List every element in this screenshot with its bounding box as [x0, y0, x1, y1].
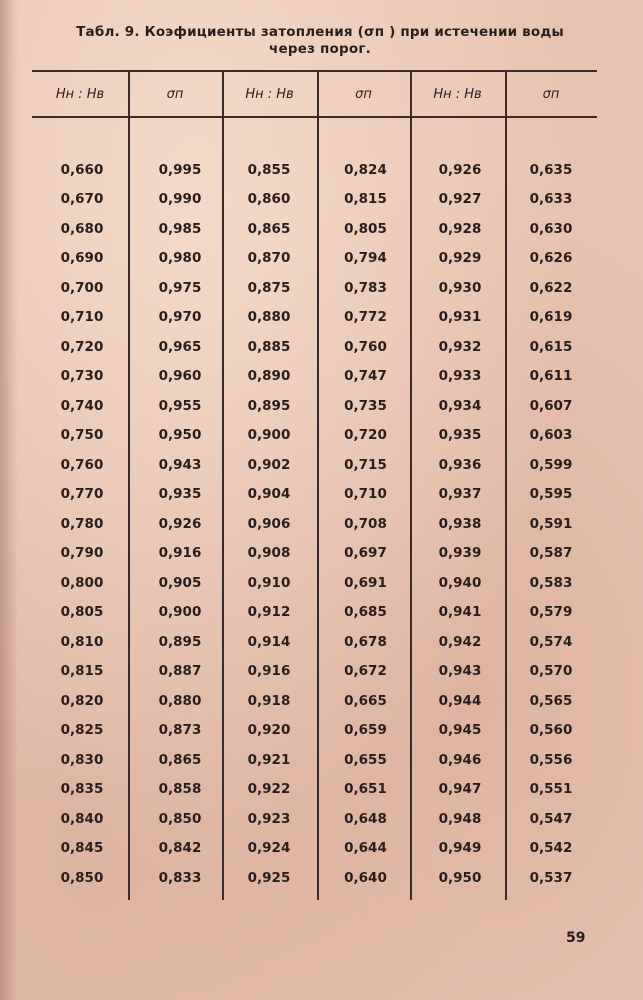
table-cell: 0,780 [60, 515, 104, 532]
table-cell: 0,833 [158, 869, 202, 886]
table-cell: 0,690 [60, 250, 104, 267]
table-cell: 0,680 [60, 220, 104, 237]
table-cell: 0,942 [438, 633, 482, 650]
table-cell: 0,950 [438, 869, 482, 886]
table-cell: 0,670 [60, 191, 104, 208]
table-cell: 0,941 [438, 604, 482, 621]
table-cell: 0,965 [158, 338, 202, 355]
table-cell: 0,933 [438, 368, 482, 385]
table-cell: 0,926 [438, 161, 482, 178]
table-cell: 0,960 [158, 368, 202, 385]
table-cell: 0,912 [247, 604, 291, 621]
table-cell: 0,770 [60, 486, 104, 503]
table-cell: 0,902 [247, 456, 291, 473]
table-cell: 0,905 [158, 574, 202, 591]
column-sigma-1 [128, 155, 232, 893]
table-cell: 0,750 [60, 427, 104, 444]
table-cell: 0,815 [60, 663, 104, 680]
table-cell: 0,595 [529, 486, 573, 503]
table-cell: 0,735 [344, 397, 387, 414]
table-cell: 0,560 [529, 722, 573, 739]
table-cell: 0,805 [60, 604, 104, 621]
table-cell: 0,924 [247, 840, 291, 857]
table-cell: 0,579 [529, 604, 573, 621]
table-cell: 0,945 [438, 722, 482, 739]
caption-line-2: через порог. [269, 41, 371, 57]
table-cell: 0,937 [438, 486, 482, 503]
table-cell: 0,665 [344, 692, 387, 709]
table-cell: 0,794 [344, 250, 387, 267]
header-bottom-rule [32, 116, 597, 118]
table-cell: 0,607 [529, 397, 573, 414]
table-cell: 0,835 [60, 781, 104, 798]
table-cell: 0,672 [344, 663, 387, 680]
table-cell: 0,648 [344, 810, 387, 827]
table-cell: 0,928 [438, 220, 482, 237]
table-cell: 0,906 [247, 515, 291, 532]
table-cell: 0,880 [158, 692, 202, 709]
table-cell: 0,640 [344, 869, 387, 886]
table-cell: 0,570 [529, 663, 573, 680]
column-ratio-2 [222, 155, 316, 893]
table-cell: 0,537 [529, 869, 573, 886]
table-cell: 0,918 [247, 692, 291, 709]
table-cell: 0,932 [438, 338, 482, 355]
table-cell: 0,980 [158, 250, 202, 267]
table-cell: 0,547 [529, 810, 573, 827]
table-cell: 0,935 [438, 427, 482, 444]
table-cell: 0,850 [60, 869, 104, 886]
table-cell: 0,929 [438, 250, 482, 267]
table-cell: 0,938 [438, 515, 482, 532]
header-ratio-1: Hн : Hв [55, 86, 105, 102]
table-cell: 0,936 [438, 456, 482, 473]
table-cell: 0,947 [438, 781, 482, 798]
table-cell: 0,805 [344, 220, 387, 237]
table-cell: 0,910 [247, 574, 291, 591]
table-cell: 0,691 [344, 574, 387, 591]
table-cell: 0,772 [344, 309, 387, 326]
table-cell: 0,644 [344, 840, 387, 857]
table-cell: 0,845 [60, 840, 104, 857]
table-cell: 0,943 [438, 663, 482, 680]
table-cell: 0,890 [247, 368, 291, 385]
page-number: 59 [566, 930, 586, 946]
table-cell: 0,916 [158, 545, 202, 562]
table-cell: 0,873 [158, 722, 202, 739]
table-cell: 0,825 [60, 722, 104, 739]
table-cell: 0,916 [247, 663, 291, 680]
table-cell: 0,985 [158, 220, 202, 237]
table-cell: 0,850 [158, 810, 202, 827]
table-cell: 0,599 [529, 456, 573, 473]
table-cell: 0,603 [529, 427, 573, 444]
table-cell: 0,990 [158, 191, 202, 208]
table-cell: 0,921 [247, 751, 291, 768]
table-cell: 0,887 [158, 663, 202, 680]
table-cell: 0,542 [529, 840, 573, 857]
table-cell: 0,940 [438, 574, 482, 591]
table-cell: 0,615 [529, 338, 573, 355]
table-cell: 0,700 [60, 279, 104, 296]
header-ratio-2: Hн : Hв [245, 86, 294, 102]
table-cell: 0,865 [158, 751, 202, 768]
header-sigma-2: σп [355, 86, 372, 102]
table-caption [40, 24, 600, 58]
table-cell: 0,583 [529, 574, 573, 591]
column-ratio-3 [410, 155, 510, 893]
header-sigma-3: σп [542, 86, 560, 102]
table-cell: 0,630 [529, 220, 573, 237]
header-sigma-1: σп [166, 86, 184, 102]
table-cell: 0,885 [247, 338, 291, 355]
table-cell: 0,943 [158, 456, 202, 473]
table-cell: 0,842 [158, 840, 202, 857]
table-cell: 0,955 [158, 397, 202, 414]
column-sigma-3 [505, 155, 597, 893]
table-cell: 0,922 [247, 781, 291, 798]
table-cell: 0,875 [247, 279, 291, 296]
table-cell: 0,730 [60, 368, 104, 385]
table-cell: 0,858 [158, 781, 202, 798]
table-cell: 0,824 [344, 161, 387, 178]
table-cell: 0,611 [529, 368, 573, 385]
table-cell: 0,710 [344, 486, 387, 503]
table-cell: 0,710 [60, 309, 104, 326]
table-cell: 0,697 [344, 545, 387, 562]
table-cell: 0,760 [344, 338, 387, 355]
table-cell: 0,551 [529, 781, 573, 798]
column-sigma-2 [317, 155, 414, 893]
table-cell: 0,920 [247, 722, 291, 739]
table-cell: 0,930 [438, 279, 482, 296]
table-cell: 0,946 [438, 751, 482, 768]
table-cell: 0,904 [247, 486, 291, 503]
table-cell: 0,619 [529, 309, 573, 326]
table-cell: 0,935 [158, 486, 202, 503]
table-cell: 0,908 [247, 545, 291, 562]
table-cell: 0,790 [60, 545, 104, 562]
header-ratio-3: Hн : Hв [433, 86, 482, 102]
caption-line-1: Табл. 9. Коэфициенты затопления (σп ) при истечении воды [76, 24, 564, 40]
table-cell: 0,925 [247, 869, 291, 886]
table-cell: 0,556 [529, 751, 573, 768]
table-cell: 0,895 [158, 633, 202, 650]
table-cell: 0,587 [529, 545, 573, 562]
table-cell: 0,840 [60, 810, 104, 827]
table-cell: 0,927 [438, 191, 482, 208]
table-cell: 0,626 [529, 250, 573, 267]
table-cell: 0,975 [158, 279, 202, 296]
table-cell: 0,880 [247, 309, 291, 326]
table-cell: 0,860 [247, 191, 291, 208]
table-cell: 0,760 [60, 456, 104, 473]
table-cell: 0,720 [344, 427, 387, 444]
table-cell: 0,635 [529, 161, 573, 178]
table-cell: 0,708 [344, 515, 387, 532]
table-cell: 0,622 [529, 279, 573, 296]
table-cell: 0,950 [158, 427, 202, 444]
table-cell: 0,740 [60, 397, 104, 414]
table-cell: 0,747 [344, 368, 387, 385]
table-cell: 0,900 [158, 604, 202, 621]
table-cell: 0,895 [247, 397, 291, 414]
table-cell: 0,720 [60, 338, 104, 355]
table-cell: 0,970 [158, 309, 202, 326]
table-cell: 0,565 [529, 692, 573, 709]
table-cell: 0,678 [344, 633, 387, 650]
table-cell: 0,800 [60, 574, 104, 591]
table-cell: 0,715 [344, 456, 387, 473]
table-cell: 0,655 [344, 751, 387, 768]
table-cell: 0,934 [438, 397, 482, 414]
table-top-rule [32, 70, 597, 72]
table-cell: 0,865 [247, 220, 291, 237]
table-cell: 0,931 [438, 309, 482, 326]
table-cell: 0,633 [529, 191, 573, 208]
page-shadow [0, 0, 18, 1000]
table-cell: 0,815 [344, 191, 387, 208]
table-cell: 0,944 [438, 692, 482, 709]
table-cell: 0,939 [438, 545, 482, 562]
column-ratio-1 [32, 155, 132, 893]
table-cell: 0,820 [60, 692, 104, 709]
table-cell: 0,855 [247, 161, 291, 178]
table-cell: 0,660 [60, 161, 104, 178]
table-cell: 0,651 [344, 781, 387, 798]
table-cell: 0,923 [247, 810, 291, 827]
table-cell: 0,948 [438, 810, 482, 827]
table-cell: 0,914 [247, 633, 291, 650]
table-cell: 0,949 [438, 840, 482, 857]
table-cell: 0,995 [158, 161, 202, 178]
table-cell: 0,926 [158, 515, 202, 532]
table-cell: 0,830 [60, 751, 104, 768]
table-cell: 0,574 [529, 633, 573, 650]
table-cell: 0,591 [529, 515, 573, 532]
table-cell: 0,870 [247, 250, 291, 267]
table-cell: 0,783 [344, 279, 387, 296]
table-cell: 0,810 [60, 633, 104, 650]
table-cell: 0,900 [247, 427, 291, 444]
table-cell: 0,659 [344, 722, 387, 739]
table-cell: 0,685 [344, 604, 387, 621]
